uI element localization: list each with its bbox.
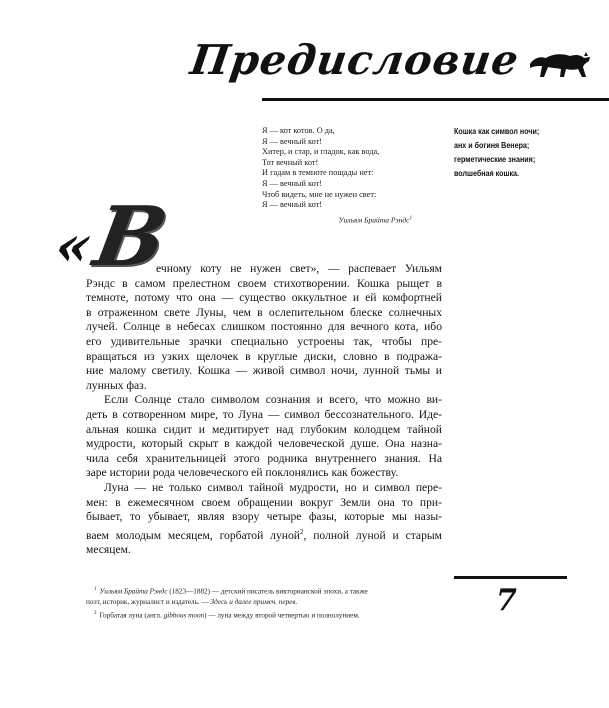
paragraph-line: бывает, то убывает, являя взору четыре фазы, которые мы назы- bbox=[86, 510, 442, 524]
epigraph-author bbox=[262, 214, 412, 226]
footnote-number: 1 bbox=[94, 587, 97, 592]
paragraph-line: чила себя хранительницей этого родника внутреннего знания. На bbox=[86, 451, 442, 465]
epigraph-line: Тот вечный кот! bbox=[262, 157, 319, 167]
footnote bbox=[86, 584, 436, 597]
drop-cap-letter: В bbox=[87, 189, 174, 285]
paragraph-line: темноте, потому что она — существо оккультное и ей комфортней bbox=[86, 291, 442, 305]
paragraph-line: мудрости, который скрыт в каждой человеческой душе. Она назна- bbox=[86, 437, 442, 451]
footnote-text: (1823—1882) — детский писатель викторианской эпохи, а также bbox=[167, 587, 368, 596]
epigraph-author-name: Уильям Брайта Рэндс bbox=[338, 215, 410, 225]
header-rule bbox=[262, 98, 609, 101]
epigraph bbox=[262, 126, 412, 226]
paragraph-line: Луна — не только символ тайной мудрости, но и символ пере- bbox=[104, 480, 442, 494]
footnote bbox=[86, 608, 436, 621]
paragraph-line: деть в сотворенном мире, то Луна — символ бессознательного. Иде- bbox=[86, 407, 442, 421]
body-text bbox=[86, 262, 442, 558]
footnote-text: ) — луна между второй четвертью и полнолунием. bbox=[204, 611, 360, 620]
footnotes bbox=[86, 584, 436, 622]
paragraph-line: вращаться из узких щелочек в круглые диски, словно в подража- bbox=[86, 349, 442, 363]
paragraph-line: в отраженном свете Луны, чем в ослепительном блеске солнечных bbox=[86, 305, 442, 319]
paragraph-line: ечному коту не нужен свет», — распевает Уильям bbox=[156, 262, 442, 275]
paragraph-line: лучей. Солнце в небесах слишком постоянно для вечного кота, ибо bbox=[86, 320, 442, 334]
epigraph-line: Чтоб видеть, мне не нужен свет: bbox=[262, 189, 377, 199]
paragraph-line: мен: в ежемесячном своем обращении вокруг Земли она то при- bbox=[86, 495, 442, 509]
paragraph-line: месяцем. bbox=[86, 543, 131, 557]
epigraph-line: Я — вечный кот! bbox=[262, 178, 323, 188]
paragraph-line: лунных фаз. bbox=[86, 378, 147, 392]
page-number: 7 bbox=[496, 583, 517, 618]
paragraph-line: ние малому светилу. Кошка — живой символ ночи, лунной тьмы и bbox=[86, 364, 442, 378]
epigraph-line: Я — вечный кот! bbox=[262, 200, 323, 210]
paragraph-fragment: ваем молодым месяцем, горбатой луной bbox=[86, 528, 300, 542]
epigraph-line: И гадам в темноте пощады нет: bbox=[262, 168, 374, 178]
sidebar-topic: анх и богиня Венера; bbox=[454, 140, 530, 150]
paragraph-line: заре истории рода человеческого ей поклонялись как божеству. bbox=[86, 466, 399, 480]
sidebar-topics bbox=[454, 124, 557, 180]
paragraph-line: Рэндс в самом прелестном своем стихотворении. Кошка рыщет в bbox=[86, 276, 442, 290]
page-number-rule bbox=[454, 576, 567, 579]
epigraph-line: Я — вечный кот! bbox=[262, 136, 323, 146]
paragraph-line: Если Солнце стало символом сознания и всего, что можно ви- bbox=[104, 393, 442, 407]
footnote-term: gibbous moon bbox=[163, 611, 205, 620]
footnote-note: Здесь и далее примеч. перев. bbox=[210, 598, 298, 607]
sidebar-topic: Кошка как символ ночи; bbox=[454, 126, 540, 136]
footnote-author: Уильям Брайта Рэндс bbox=[99, 587, 168, 596]
footnote-ref: 1 bbox=[409, 215, 412, 221]
page-title: Предисловие bbox=[187, 36, 523, 84]
footnote-ref: 2 bbox=[299, 527, 304, 536]
footnote-number: 2 bbox=[94, 611, 97, 617]
paragraph-fragment: , полной луной и старым bbox=[303, 528, 443, 542]
footnote-continuation bbox=[86, 597, 436, 608]
paragraph-line: его удивительные зрачки специально устроены так, чтобы пре- bbox=[86, 334, 442, 348]
sidebar-topic: волшебная кошка. bbox=[454, 168, 519, 178]
epigraph-line: Хитер, и стар, и гладок, как вода, bbox=[262, 147, 380, 157]
epigraph-line: Я — кот котов. О да, bbox=[262, 126, 335, 135]
footnote-text: Горбатая луна (англ. bbox=[99, 611, 164, 620]
sidebar-topic: герметические знания; bbox=[454, 154, 536, 164]
drop-cap-quote: « bbox=[50, 213, 97, 279]
paragraph-line: альная кошка сидит и медитирует над глубоким колодцем тайной bbox=[86, 422, 442, 436]
panther-icon bbox=[526, 44, 592, 80]
paragraph-line bbox=[86, 525, 442, 543]
footnote-text: поэт, историк, журналист и издатель. — bbox=[86, 598, 211, 607]
